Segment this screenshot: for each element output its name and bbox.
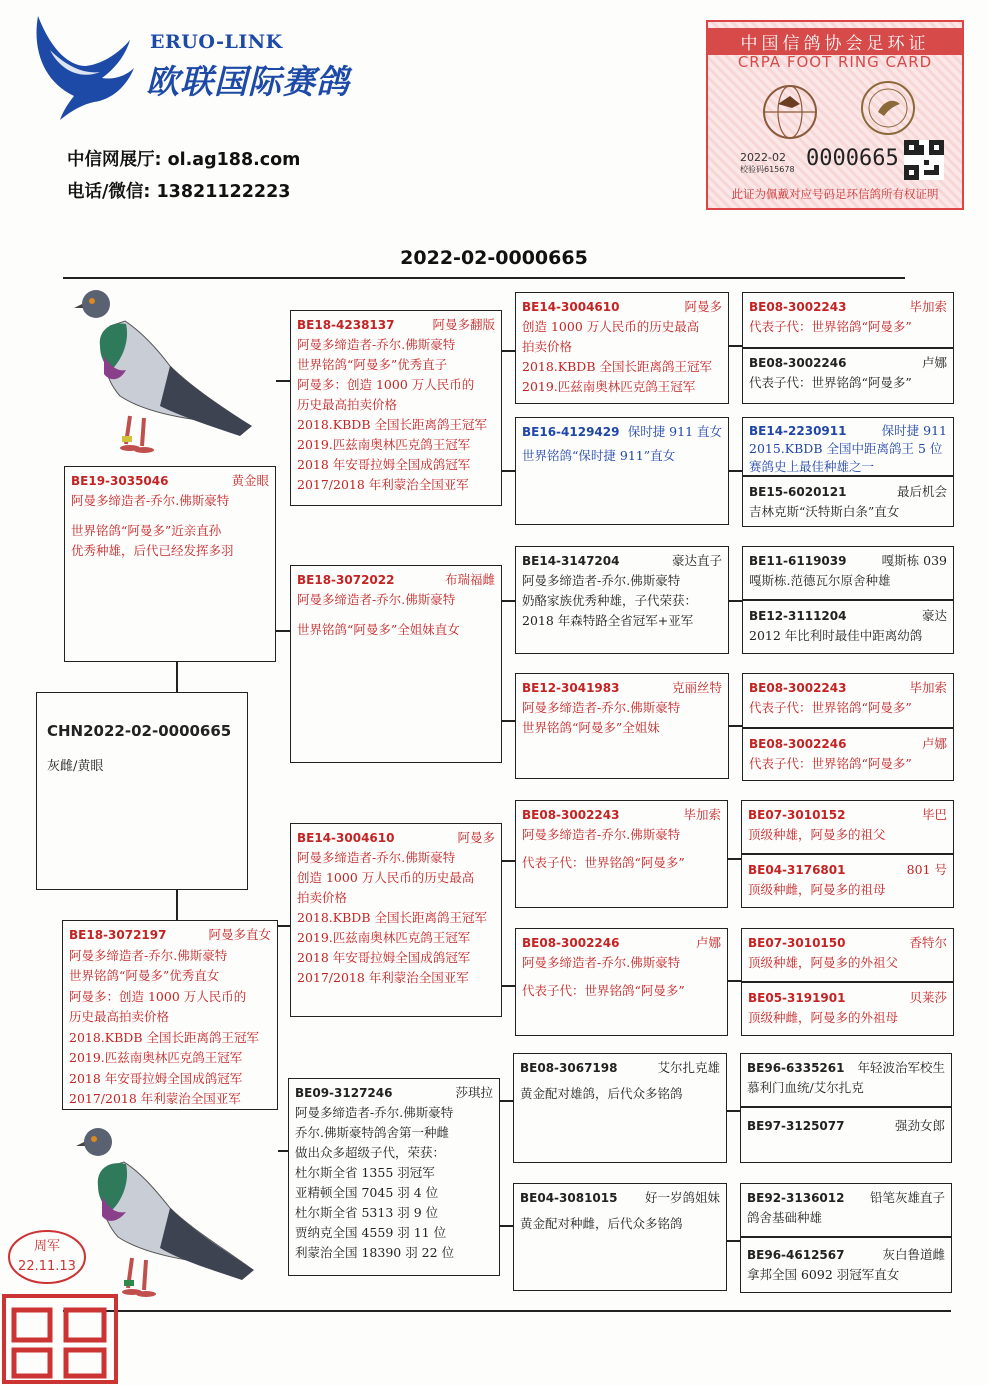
ring-number: BE08-3002246: [522, 936, 620, 950]
description-line: 黄金配对种雌，后代众多铭鸽: [520, 1216, 683, 1231]
description-line: 利蒙治全国 18390 羽 22 位: [295, 1245, 455, 1260]
ring-number: BE09-3127246: [295, 1086, 393, 1100]
dam-box: [62, 920, 278, 1110]
connector: [727, 980, 741, 982]
ring-date-code: 2022-02: [740, 151, 786, 164]
eruo-link-logo-icon: [30, 10, 145, 120]
pigeon-name: 香特尔: [909, 935, 947, 950]
pigeon-name: 保时捷 911 直女: [627, 424, 722, 439]
connector: [176, 662, 178, 692]
ring-number: BE92-3136012: [747, 1191, 845, 1205]
subject-box: [36, 692, 248, 890]
description-line: 2018.KBDB 全国长距离鸽王冠军: [522, 359, 712, 374]
ring-number: BE04-3081015: [520, 1191, 618, 1205]
description-line: 赛鸽史上最佳种雄之一: [749, 459, 875, 474]
divider: [742, 853, 953, 855]
description-line: 做出众多超级子代，荣获：: [295, 1145, 446, 1160]
connector: [276, 630, 290, 632]
gen2-box-3: [290, 823, 502, 1017]
gen3-box-8: [513, 1183, 727, 1291]
connector: [728, 345, 742, 347]
dam-name: 阿曼多直女: [208, 927, 271, 942]
connector: [276, 380, 290, 382]
gen3-box-4: [515, 673, 729, 779]
description-line: 阿曼多缔造者-乔尔.佛斯豪特: [297, 337, 456, 352]
gen3-box-6: [515, 928, 728, 1036]
connector: [728, 470, 742, 472]
description-line: 代表子代：世界铭鸽“阿曼多”: [522, 855, 685, 870]
ring-number: BE14-3004610: [297, 831, 395, 845]
gen4-entry: [741, 1112, 951, 1140]
sire-line: 优秀种雄，后代已经发挥多羽: [71, 543, 234, 558]
description-line: 代表子代：世界铭鸽“阿曼多”: [749, 756, 912, 771]
spacer: [71, 511, 269, 521]
divider: [743, 727, 953, 729]
red-seal-icon: [0, 1290, 120, 1385]
dam-ring: BE18-3072197: [69, 928, 167, 942]
gen4-entry: [743, 602, 953, 650]
pigeon-name: 卢娜: [695, 935, 721, 950]
pigeon-name: 801 号: [906, 862, 947, 877]
pigeon-name: 阿曼多: [457, 830, 495, 845]
ring-card-footer: 此证为佩戴对应号码足环信鸽所有权证明: [731, 187, 939, 201]
description-line: 2019.匹兹南奥林匹克鸽王冠军: [297, 930, 471, 945]
gen4-entry: [742, 801, 953, 849]
ring-number: BE08-3067198: [520, 1061, 618, 1075]
pigeon-name: 莎琪拉: [455, 1085, 493, 1100]
divider: [742, 981, 953, 983]
description-line: 黄金配对雄鸽，后代众多铭鸽: [520, 1086, 683, 1101]
pigeon-name: 铅笔灰雄直子: [869, 1190, 945, 1205]
spacer: [522, 845, 721, 853]
description-line: 2017/2018 年利蒙治全国亚军: [297, 477, 469, 492]
description-line: 代表子代：世界铭鸽“阿曼多”: [749, 375, 912, 390]
pigeon-name: 艾尔扎克雄: [657, 1060, 720, 1075]
connector: [278, 1150, 288, 1152]
pigeon-name: 年轻波治军校生: [857, 1060, 945, 1075]
gen4-entry: [743, 674, 953, 722]
gen4-entry: [741, 1184, 951, 1232]
gen4-entry: [743, 293, 953, 341]
gen3-box-3: [515, 546, 729, 654]
gen3-box-1: [515, 292, 729, 404]
pigeon-name: 最后机会: [896, 484, 947, 499]
connector: [501, 600, 515, 602]
description-line: 2018 年森特路全省冠军+亚军: [522, 613, 694, 628]
ring-number: BE18-3072022: [297, 573, 395, 587]
description-line: 代表子代：世界铭鸽“阿曼多”: [749, 319, 912, 334]
globe-emblem-icon: [760, 82, 820, 142]
ring-number: BE08-3002246: [749, 737, 847, 751]
date-stamp: [6, 1228, 88, 1286]
gen4-pair-2: [742, 417, 954, 527]
pigeon-name: 毕加索: [909, 680, 947, 695]
description-line: 2012 年比利时最佳中距离幼鸽: [749, 628, 923, 643]
description-line: 吉林克斯“沃特斯白条”直女: [749, 504, 900, 519]
description-line: 拿邦全国 6092 羽冠军直女: [747, 1267, 900, 1282]
description-line: 阿曼多缔造者-乔尔.佛斯豪特: [297, 592, 456, 607]
description-line: 世界铭鸽“阿曼多”优秀直子: [297, 357, 448, 372]
gen3-box-5: [515, 800, 728, 908]
dam-line: 2018.KBDB 全国长距离鸽王冠军: [69, 1029, 259, 1045]
pigeon-name: 卢娜: [921, 736, 947, 751]
connector: [176, 890, 178, 920]
subject-color: 灰雌/黄眼: [47, 759, 104, 774]
stamp-name: 周军: [33, 1239, 61, 1254]
description-line: 拍卖价格: [297, 890, 348, 905]
dam-line: 阿曼多缔造者-乔尔.佛斯豪特: [69, 947, 228, 963]
spacer: [297, 610, 495, 620]
ring-number: BE08-3002243: [749, 300, 847, 314]
description-line: 阿曼多缔造者-乔尔.佛斯豪特: [297, 850, 456, 865]
description-line: 代表子代：世界铭鸽“阿曼多”: [522, 983, 685, 998]
pigeon-name: 卢娜: [921, 355, 947, 370]
ring-number: BE05-3191901: [748, 991, 846, 1005]
description-line: 贾纳克全国 4559 羽 11 位: [295, 1225, 447, 1240]
description-line: 2015.KBDB 全国中距离鸽王 5 位: [749, 441, 943, 456]
description-line: 顶级种雌，阿曼多的外祖母: [748, 1010, 899, 1025]
description-line: 乔尔.佛斯豪特鸽舍第一种雌: [295, 1125, 449, 1140]
ring-card-title-cn: 中国信鸽协会足环证: [708, 28, 962, 55]
description-line: 阿曼多：创造 1000 万人民币的: [297, 377, 475, 392]
ring-number: BE14-3147204: [522, 554, 620, 568]
gen4-entry: [742, 984, 953, 1032]
top-divider: [63, 277, 905, 279]
subject-ring-number: CHN2022-02-0000665: [47, 722, 232, 740]
description-line: 2018.KBDB 全国长距离鸽王冠军: [297, 417, 487, 432]
description-line: 世界铭鸽“阿曼多”全姐妹: [522, 720, 660, 735]
description-line: 嘎斯栋.范德瓦尔原舍种雄: [749, 573, 891, 588]
gen4-entry: [743, 478, 953, 526]
connector: [501, 720, 515, 722]
connector: [728, 600, 742, 602]
gen4-pair-3: [742, 546, 954, 654]
dam-line: 2019.匹兹南奥林匹克鸽王冠军: [69, 1050, 243, 1065]
gen4-entry: [742, 856, 953, 904]
gen3-box-7: [513, 1053, 727, 1163]
ring-number: BE12-3041983: [522, 681, 620, 695]
pedigree-title: 2022-02-0000665: [400, 247, 588, 269]
description-line: 亚精顿全国 7045 羽 4 位: [295, 1185, 439, 1200]
sire-ring: BE19-3035046: [71, 474, 169, 488]
ring-number: BE07-3010150: [748, 936, 846, 950]
description-line: 阿曼多缔造者-乔尔.佛斯豪特: [522, 827, 681, 842]
gen4-entry: [742, 929, 953, 977]
description-line: 慕利门血统/艾尔扎克: [747, 1080, 864, 1095]
pigeon-name: 嘎斯栋 039: [881, 553, 947, 568]
ring-number: BE15-6020121: [749, 485, 847, 499]
description-line: 杜尔斯全省 5313 羽 9 位: [295, 1205, 439, 1220]
ring-card-title-en: CRPA FOOT RING CARD: [737, 53, 933, 71]
gen4-pair-8: [740, 1183, 952, 1293]
gen4-pair-6: [741, 928, 954, 1036]
crpa-emblem-icon: [858, 78, 918, 138]
gen2-box-2: [290, 565, 502, 763]
gen2-box-1: [290, 310, 502, 506]
pigeon-name: 强劲女郎: [894, 1118, 945, 1133]
brand-name-en: ERUO-LINK: [150, 31, 283, 53]
description-line: 2019.匹兹南奥林匹克鸽王冠军: [297, 437, 471, 452]
foot-ring-card: [706, 20, 964, 210]
ring-number: BE16-4129429: [522, 425, 620, 439]
pigeon-name: 毕加索: [909, 299, 947, 314]
divider: [743, 475, 953, 477]
ring-number: BE12-3111204: [749, 609, 847, 623]
gen4-entry: [743, 730, 953, 778]
pigeon-name: 豪达: [921, 608, 947, 623]
connector: [501, 985, 515, 987]
ring-number: BE18-4238137: [297, 318, 395, 332]
description-line: 顶级种雄，阿曼多的外祖父: [748, 955, 899, 970]
pigeon-name: 贝莱莎: [909, 990, 947, 1005]
dam-line: 2018 年安哥拉姆全国成鸽冠军: [69, 1070, 243, 1086]
connector: [499, 1225, 513, 1227]
ring-number: BE96-4612567: [747, 1248, 845, 1262]
description-line: 阿曼多缔造者-乔尔.佛斯豪特: [522, 700, 681, 715]
sire-name: 黄金眼: [231, 473, 269, 488]
pigeon-name: 毕巴: [921, 807, 947, 822]
sire-pigeon-image: [70, 286, 255, 461]
ring-check-code: 校验码615678: [740, 165, 795, 174]
description-line: 顶级种雌，阿曼多的祖母: [748, 882, 886, 897]
dam-line: 2017/2018 年利蒙治全国亚军: [69, 1091, 241, 1106]
ring-number: BE04-3176801: [748, 863, 846, 877]
description-line: 阿曼多缔造者-乔尔.佛斯豪特: [522, 573, 681, 588]
dam-line: 世界铭鸽“阿曼多”优秀直女: [69, 968, 220, 983]
pigeon-name: 阿曼多翻版: [432, 317, 495, 332]
divider: [741, 1106, 951, 1108]
pigeon-name: 克丽丝特: [671, 680, 722, 695]
description-line: 2018 年安哥拉姆全国成鸽冠军: [297, 457, 471, 472]
connector: [726, 1110, 740, 1112]
qr-code-icon: [904, 140, 944, 180]
gen4-entry: [743, 418, 953, 480]
gen4-pair-7: [740, 1053, 952, 1163]
stamp-date: 22.11.13: [18, 1259, 76, 1274]
connector: [499, 1100, 513, 1102]
gen4-entry: [741, 1241, 951, 1289]
description-line: 世界铭鸽“阿曼多”全姐妹直女: [297, 622, 460, 637]
connector: [726, 1240, 740, 1242]
pigeon-name: 好一岁鸽姐妹: [644, 1190, 720, 1205]
connector: [501, 470, 515, 472]
description-line: 拍卖价格: [522, 339, 573, 354]
description-line: 2019.匹兹南奥林匹克鸽王冠军: [522, 379, 696, 394]
connector: [501, 860, 515, 862]
gen3-box-2: [515, 417, 729, 525]
pigeon-name: 保时捷 911: [881, 423, 947, 438]
description-line: 鸽舍基础种雄: [747, 1210, 823, 1225]
sire-line: 阿曼多缔造者-乔尔.佛斯豪特: [71, 493, 230, 508]
gen4-entry: [743, 547, 953, 595]
pigeon-name: 豪达直子: [671, 553, 722, 568]
pigeon-name: 布瑞福雌: [444, 572, 495, 587]
ring-number: 0000665: [806, 146, 899, 171]
gen4-entry: [743, 349, 953, 397]
pigeon-name: 灰白鲁道雌: [882, 1247, 945, 1262]
ring-number: BE07-3010152: [748, 808, 846, 822]
divider: [743, 599, 953, 601]
connector: [728, 725, 742, 727]
description-line: 历史最高拍卖价格: [297, 397, 398, 412]
gen4-entry: [741, 1054, 951, 1102]
phone-contact: 电话/微信: 13821122223: [67, 182, 291, 202]
description-line: 2018 年安哥拉姆全国成鸽冠军: [297, 950, 471, 965]
description-line: 顶级种雄，阿曼多的祖父: [748, 827, 886, 842]
ring-number: BE08-3002246: [749, 356, 847, 370]
sire-line: 世界铭鸽“阿曼多”近亲直孙: [71, 523, 222, 538]
description-line: 阿曼多缔造者-乔尔.佛斯豪特: [295, 1105, 454, 1120]
description-line: 阿曼多缔造者-乔尔.佛斯豪特: [522, 955, 681, 970]
connector: [501, 350, 515, 352]
description-line: 2018.KBDB 全国长距离鸽王冠军: [297, 910, 487, 925]
dam-pigeon-image: [68, 1122, 258, 1307]
dam-line: 阿曼多：创造 1000 万人民币的: [69, 988, 247, 1004]
sire-box: [64, 466, 276, 662]
description-line: 代表子代：世界铭鸽“阿曼多”: [749, 700, 912, 715]
spacer: [522, 973, 721, 981]
bottom-divider: [63, 1310, 951, 1312]
pigeon-name: 阿曼多: [684, 299, 722, 314]
description-line: 创造 1000 万人民币的历史最高: [297, 870, 475, 885]
description-line: 奶酪家族优秀种雄，子代荣获：: [522, 593, 698, 608]
brand-name-cn: 欧联国际赛鸽: [146, 62, 350, 101]
gen4-pair-1: [742, 292, 954, 404]
divider: [741, 1236, 951, 1238]
description-line: 2017/2018 年利蒙治全国亚军: [297, 970, 469, 985]
ring-number: BE97-3125077: [747, 1119, 845, 1133]
dam-line: 历史最高拍卖价格: [69, 1009, 170, 1024]
ring-number: BE08-3002243: [522, 808, 620, 822]
pigeon-name: 毕加索: [683, 807, 721, 822]
description-line: 创造 1000 万人民币的历史最高: [522, 319, 700, 334]
ring-number: BE96-6335261: [747, 1061, 845, 1075]
gen2-box-4: [288, 1078, 500, 1276]
website-contact: 中信网展厅: ol.ag188.com: [67, 150, 301, 170]
connector: [278, 925, 290, 927]
ring-number: BE11-6119039: [749, 554, 847, 568]
description-line: 世界铭鸽“保时捷 911”直女: [522, 448, 676, 463]
connector: [727, 858, 741, 860]
ring-number: BE14-2230911: [749, 424, 847, 438]
gen4-pair-5: [741, 800, 954, 908]
ring-number: BE08-3002243: [749, 681, 847, 695]
gen4-pair-4: [742, 673, 954, 781]
ring-number: BE14-3004610: [522, 300, 620, 314]
description-line: 杜尔斯全省 1355 羽冠军: [295, 1165, 435, 1180]
